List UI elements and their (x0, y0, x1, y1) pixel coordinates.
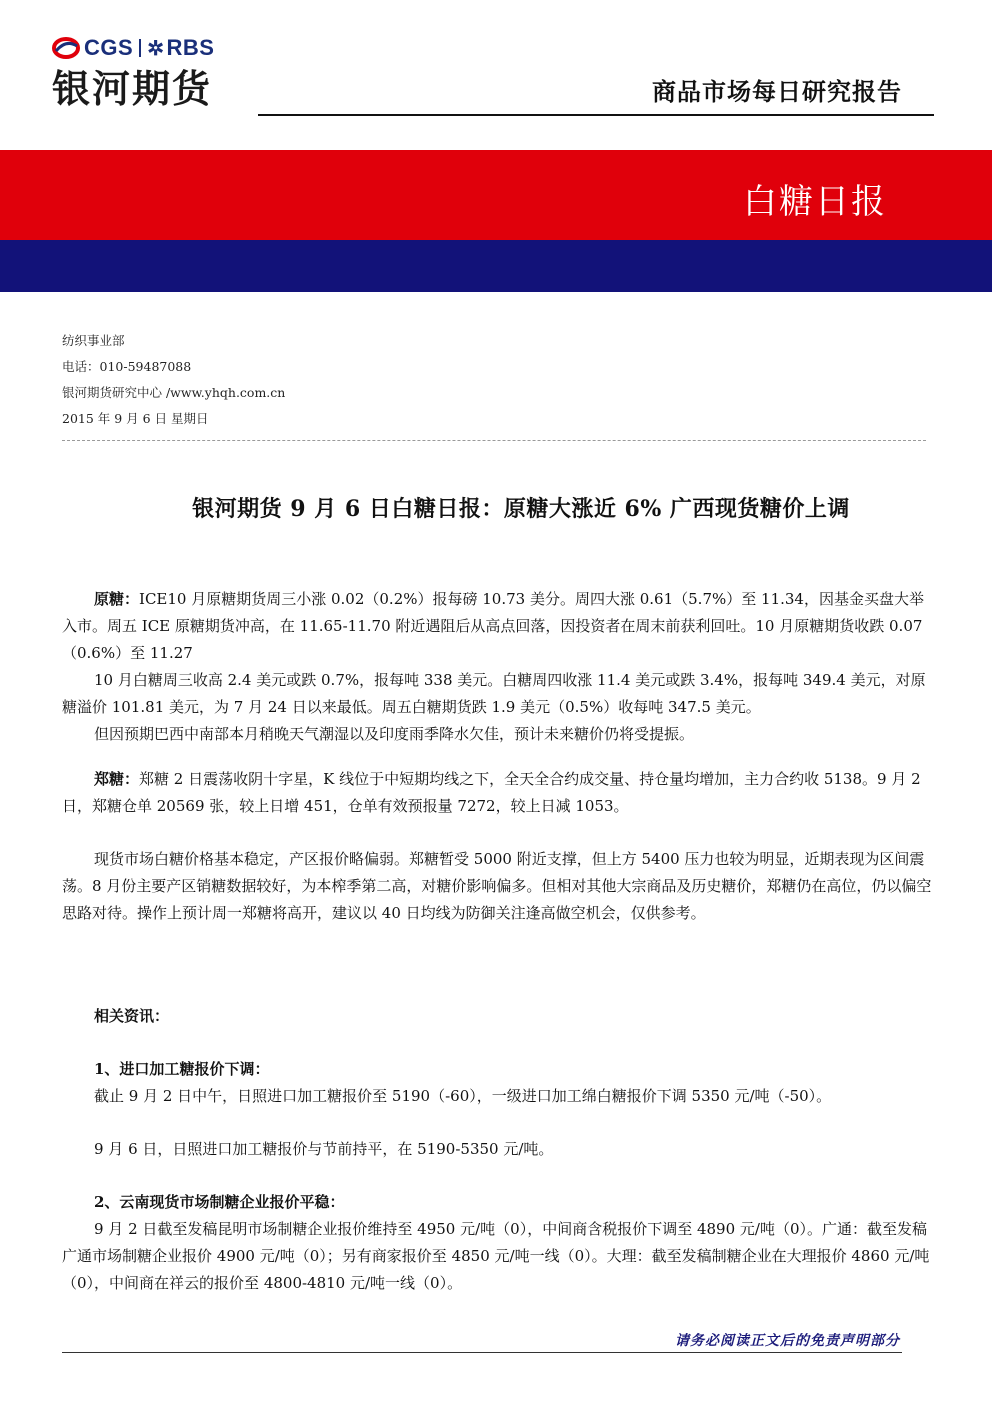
news-1-title: 1、进口加工糖报价下调： (94, 1060, 270, 1078)
zheng-sugar-label: 郑糖： (94, 770, 140, 788)
company-logo (52, 34, 252, 112)
raw-sugar-paragraph-2: 10 月白糖周三收高 2.4 美元或跌 0.7%，报每吨 338 美元。白糖周四收涨 11.4 美元或跌 3.4%，报每吨 349.4 美元，对原糖溢价 101.81 美元，为 7 月 24 日以来最低。周五白糖期货跌 1.9 美元（0.5%）收每吨 347.5 美元。 (62, 671, 926, 716)
phone: 电话：010-59487088 (62, 359, 192, 374)
zheng-sugar-text-1: 郑糖 2 日震荡收阴十字星，K 线位于中短期均线之下，全天全合约成交量、持仓量均增加，主力合约收 5138。9 月 2 日，郑糖仓单 20569 张，较上日增 451，仓单有效预报量 7272，较上日减 1053。 (62, 770, 921, 815)
zheng-sugar-paragraph-1 (62, 766, 936, 820)
logo-divider (139, 39, 141, 57)
report-type-title: 商品市场每日研究报告 (652, 78, 902, 106)
news-title: 相关资讯： (94, 1007, 170, 1025)
raw-sugar-paragraph-3: 但因预期巴西中南部本月稍晚天气潮湿以及印度雨季降水欠佳，预计未来糖价仍将受提振。 (94, 725, 695, 743)
news-1-paragraph-2: 9 月 6 日，日照进口加工糖报价与节前持平，在 5190-5350 元/吨。 (94, 1140, 554, 1158)
banner-title: 白糖日报 (743, 182, 887, 222)
logo-rbs-text: RBS (166, 35, 215, 60)
logo-chinese-name: 银河期货 (52, 67, 213, 111)
meta-divider (62, 440, 926, 441)
news-1-paragraph-1: 截止 9 月 2 日中午，日照进口加工糖报价至 5190（-60），一级进口加工绵白糖报价下调 5350 元/吨（-50）。 (94, 1087, 832, 1105)
raw-sugar-label: 原糖： (94, 590, 140, 608)
news-2-paragraph-1: 9 月 2 日截至发稿昆明市场制糖企业报价维持至 4950 元/吨（0），中间商含税报价下调至 4890 元/吨（0）。广通：截至发稿广通市场制糖企业报价 4900 元/吨（0）；另有商家报价至 4850 元/吨一线（0）。大理：截至发稿制糖企业在大理报价 4860 元/吨（0），中间商在祥云的报价至 4800-4810 元/吨一线（0）。 (62, 1220, 930, 1292)
report-headline: 银河期货 9 月 6 日白糖日报：原糖大涨近 6% 广西现货糖价上调 (192, 496, 850, 522)
report-date: 2015 年 9 月 6 日 星期日 (62, 411, 209, 426)
rbs-daisy-icon: ✲ (147, 38, 165, 60)
report-meta (62, 328, 285, 432)
news-2-title: 2、云南现货市场制糖企业报价平稳： (94, 1193, 345, 1211)
raw-sugar-paragraph-1 (62, 586, 936, 667)
department: 纺织事业部 (62, 333, 125, 348)
zheng-sugar-section (62, 766, 936, 927)
raw-sugar-text-1: ICE10 月原糖期货周三小涨 0.02（0.2%）报每磅 10.73 美分。周四大涨 0.61（5.7%）至 11.34，因基金买盘大举入市。周五 ICE 原糖期货冲高，在 11.65-11.70 附近遇阻后从高点回落，因投资者在周末前获利回吐。10 月原糖期货收跌 0.07（0.6%）至 11.27 (62, 590, 924, 662)
footer-divider (62, 1352, 902, 1353)
blue-banner (0, 240, 992, 292)
logo-cgs-text: CGS (84, 35, 134, 60)
logo-rbs (147, 35, 214, 61)
cgs-swirl-icon (52, 37, 80, 59)
title-banner (0, 150, 992, 240)
news-section (62, 1003, 936, 1297)
disclaimer-note: 请务必阅读正文后的免责声明部分 (675, 1333, 900, 1349)
header-divider (258, 114, 934, 116)
research-center-link: 银河期货研究中心 /www.yhqh.com.cn (62, 385, 286, 400)
zheng-sugar-paragraph-2: 现货市场白糖价格基本稳定，产区报价略偏弱。郑糖暂受 5000 附近支撑，但上方 5400 压力也较为明显，近期表现为区间震荡。8 月份主要产区销糖数据较好，为本榨季第二高，对糖价影响偏多。但相对其他大宗商品及历史糖价，郑糖仍在高位，仍以偏空思路对待。操作上预计周一郑糖将高开，建议以 40 日均线为防御关注逢高做空机会，仅供参考。 (62, 850, 932, 922)
raw-sugar-section (62, 586, 936, 748)
